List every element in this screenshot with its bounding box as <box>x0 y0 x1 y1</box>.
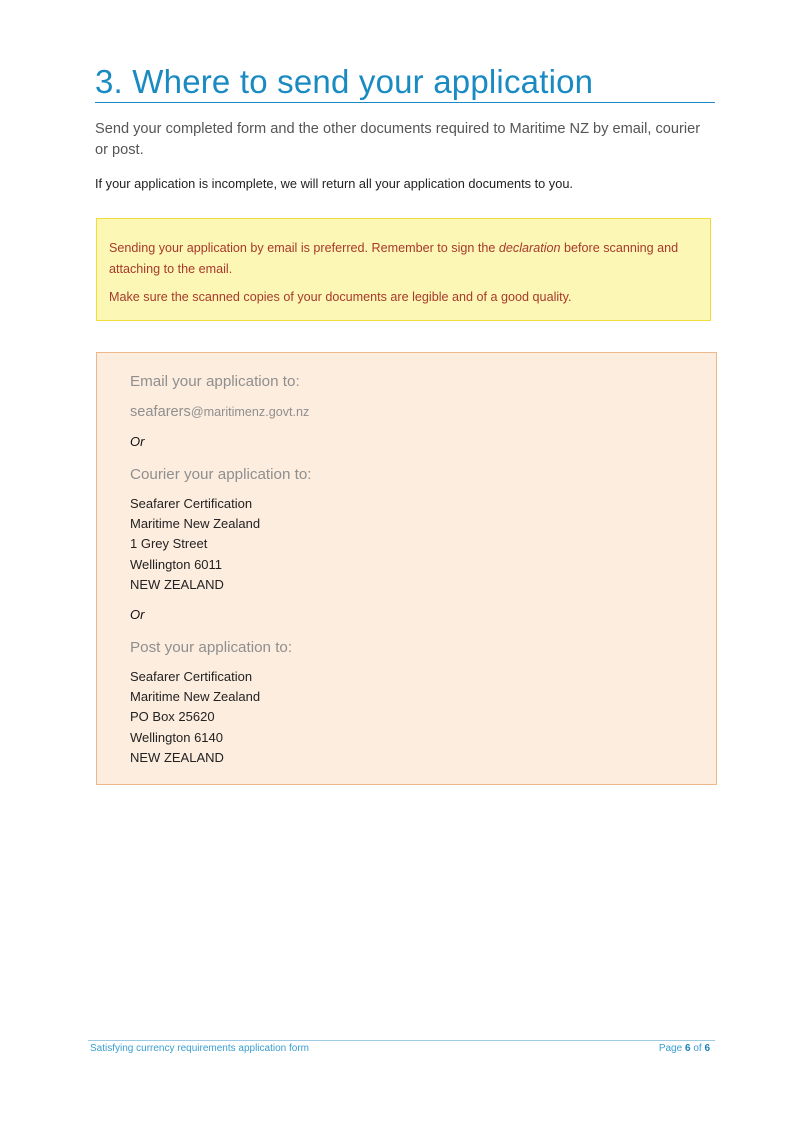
address-line: Wellington 6140 <box>130 729 223 745</box>
email-heading: Email your application to: <box>130 373 300 390</box>
address-line: 1 Grey Street <box>130 536 208 552</box>
or-label: Or <box>130 607 145 623</box>
notice-line-1 <box>109 238 698 280</box>
address-line: Maritime New Zealand <box>130 689 261 705</box>
post-address <box>130 667 716 768</box>
incomplete-note: If your application is incomplete, we will return all your application documents to you. <box>95 176 573 191</box>
notice-text: before scanning and attaching to the email. <box>109 241 679 276</box>
page-label: Page <box>658 1043 683 1054</box>
notice-line-2: Make sure the scanned copies of your documents are legible and of a good quality. <box>109 290 572 304</box>
courier-heading: Courier your application to: <box>130 466 312 483</box>
heading-divider <box>95 102 715 103</box>
address-line: NEW ZEALAND <box>130 576 224 592</box>
address-line: PO Box 25620 <box>130 709 215 725</box>
email-address[interactable] <box>130 402 716 422</box>
of-label: of <box>693 1043 702 1054</box>
notice-text: Sending your application by email is preferred. Remember to sign the <box>109 241 499 255</box>
address-line: Seafarer Certification <box>130 496 253 511</box>
email-user: seafarers <box>130 404 191 420</box>
address-line: Maritime New Zealand <box>130 516 261 532</box>
section-heading: 3. Where to send your application <box>95 63 594 100</box>
post-heading: Post your application to: <box>130 639 293 657</box>
address-line: NEW ZEALAND <box>130 749 224 765</box>
contact-box <box>96 352 717 785</box>
page-total: 6 <box>704 1043 710 1054</box>
courier-address <box>130 494 716 595</box>
page-number <box>659 1043 710 1055</box>
address-line: Seafarer Certification <box>130 669 253 685</box>
intro-paragraph: Send your completed form and the other documents required to Maritime NZ by email, courier or post. <box>95 121 701 158</box>
email-domain: @maritimenz.govt.nz <box>190 405 310 419</box>
footer-divider <box>88 1040 715 1041</box>
declaration-emphasis: declaration <box>498 241 561 255</box>
email-preferred-notice <box>96 218 711 321</box>
address-line: Wellington 6011 <box>130 556 223 572</box>
or-label: Or <box>130 434 145 449</box>
page-current: 6 <box>684 1043 691 1054</box>
footer-form-title: Satisfying currency requirements application form <box>90 1043 309 1054</box>
